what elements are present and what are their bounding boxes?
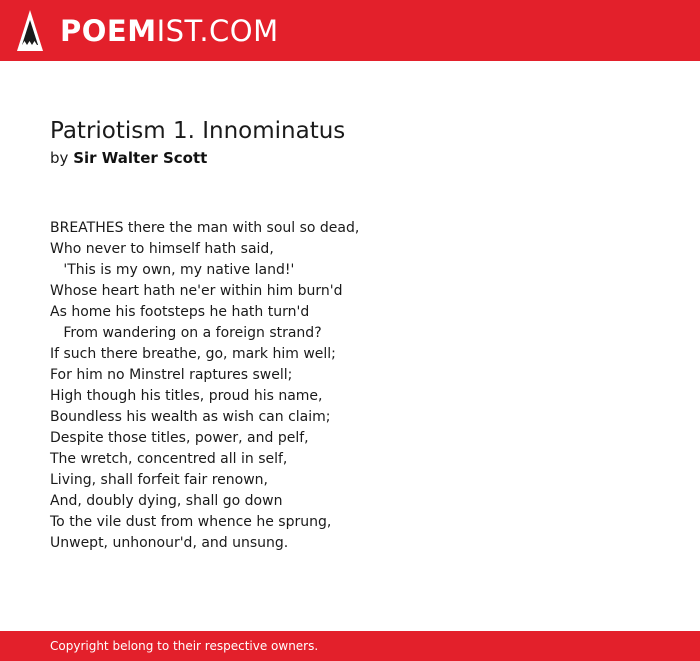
- poem-body: [50, 218, 650, 554]
- poem-line: The wretch, concentred all in self,: [50, 451, 288, 467]
- copyright-text: Copyright belong to their respective owners.: [50, 639, 319, 653]
- logo-text-light: IST.COM: [156, 14, 279, 48]
- logo-text-bold: POEM: [60, 14, 157, 48]
- site-footer: [0, 631, 700, 661]
- author-link[interactable]: Sir Walter Scott: [73, 149, 208, 167]
- poem-line: For him no Minstrel raptures swell;: [50, 367, 293, 383]
- site-header: [0, 0, 700, 61]
- poem-line: Boundless his wealth as wish can claim;: [50, 409, 331, 425]
- poem-line: From wandering on a foreign strand?: [50, 325, 322, 341]
- site-logo-text: [60, 9, 279, 53]
- poem-byline: [50, 148, 650, 169]
- byline-prefix: by: [50, 149, 69, 167]
- poem-line: If such there breathe, go, mark him well;: [50, 346, 336, 362]
- poem-line: Living, shall forfeit fair renown,: [50, 472, 268, 488]
- site-logo-link[interactable]: [16, 9, 279, 53]
- poem-line: Who never to himself hath said,: [50, 241, 274, 257]
- poem-line: To the vile dust from whence he sprung,: [50, 514, 332, 530]
- pencil-tip-icon: [16, 9, 44, 53]
- poem-line: As home his footsteps he hath turn'd: [50, 304, 310, 320]
- poem-line: Unwept, unhonour'd, and unsung.: [50, 535, 289, 551]
- poem-line: BREATHES there the man with soul so dead,: [50, 220, 360, 236]
- poem-line: 'This is my own, my native land!': [50, 262, 295, 278]
- poem-title: Patriotism 1. Innominatus: [50, 118, 346, 144]
- poem-line: And, doubly dying, shall go down: [50, 493, 283, 509]
- poem-line: Despite those titles, power, and pelf,: [50, 430, 309, 446]
- poem-line: High though his titles, proud his name,: [50, 388, 323, 404]
- poem-line: Whose heart hath ne'er within him burn'd: [50, 283, 343, 299]
- poem-content: [50, 116, 650, 554]
